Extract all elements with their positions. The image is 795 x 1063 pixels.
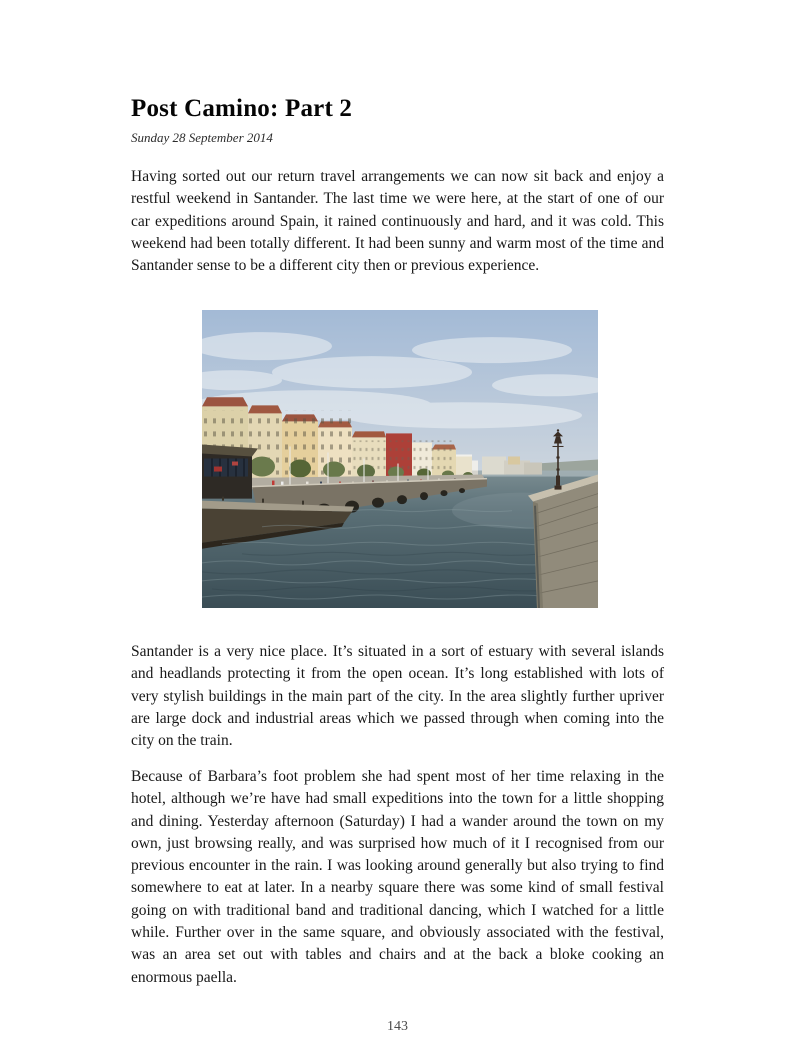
paragraph-2: Santander is a very nice place. It’s situated in a sort of estuary with several islands and headlands protecting it from the open ocean. It’s long established with lots of very stylish buildings in the main part of the city. In the area slightly further upriver are large dock and industrial areas which we passed through when coming into the city on the train. [131, 643, 664, 750]
post-title: Post Camino: Part 2 [131, 95, 353, 122]
paragraph-1: Having sorted out our return travel arrangements we can now sit back and enjoy a restful weekend in Santander. The last time we were here, at the start of one of our car expeditions around Spain, it rained continuously and hard, and it was cold. This weekend had been totally different. It had been sunny and warm most of the time and Santander sense to be a different city then or previous experience. [131, 168, 664, 275]
photo-kiosk [202, 444, 258, 498]
post-date: Sunday 28 September 2014 [131, 130, 273, 145]
page-number: 143 [387, 1019, 408, 1034]
paragraph-3: Because of Barbara’s foot problem she had spent most of her time relaxing in the hotel, although we’re have had small expeditions into the town for a little shopping and dining. Yesterday afternoon (Saturday) I had a wander around the town on my own, just browsing really, and was surprised how much of it I recognised from our previous encounter in the rain. I was looking around generally but also trying to find somewhere to eat at later. In a nearby square there was some kind of small festival going on with traditional band and traditional dancing, which I watched for a little while. Further over in the same square, and obviously associated with the festival, was an area set out with tables and chairs and at the back a bloke cooking an enormous paella. [131, 768, 664, 986]
photo-pier [528, 475, 598, 608]
harbour-photo-svg [202, 310, 598, 608]
santander-harbour-photo [202, 310, 598, 608]
